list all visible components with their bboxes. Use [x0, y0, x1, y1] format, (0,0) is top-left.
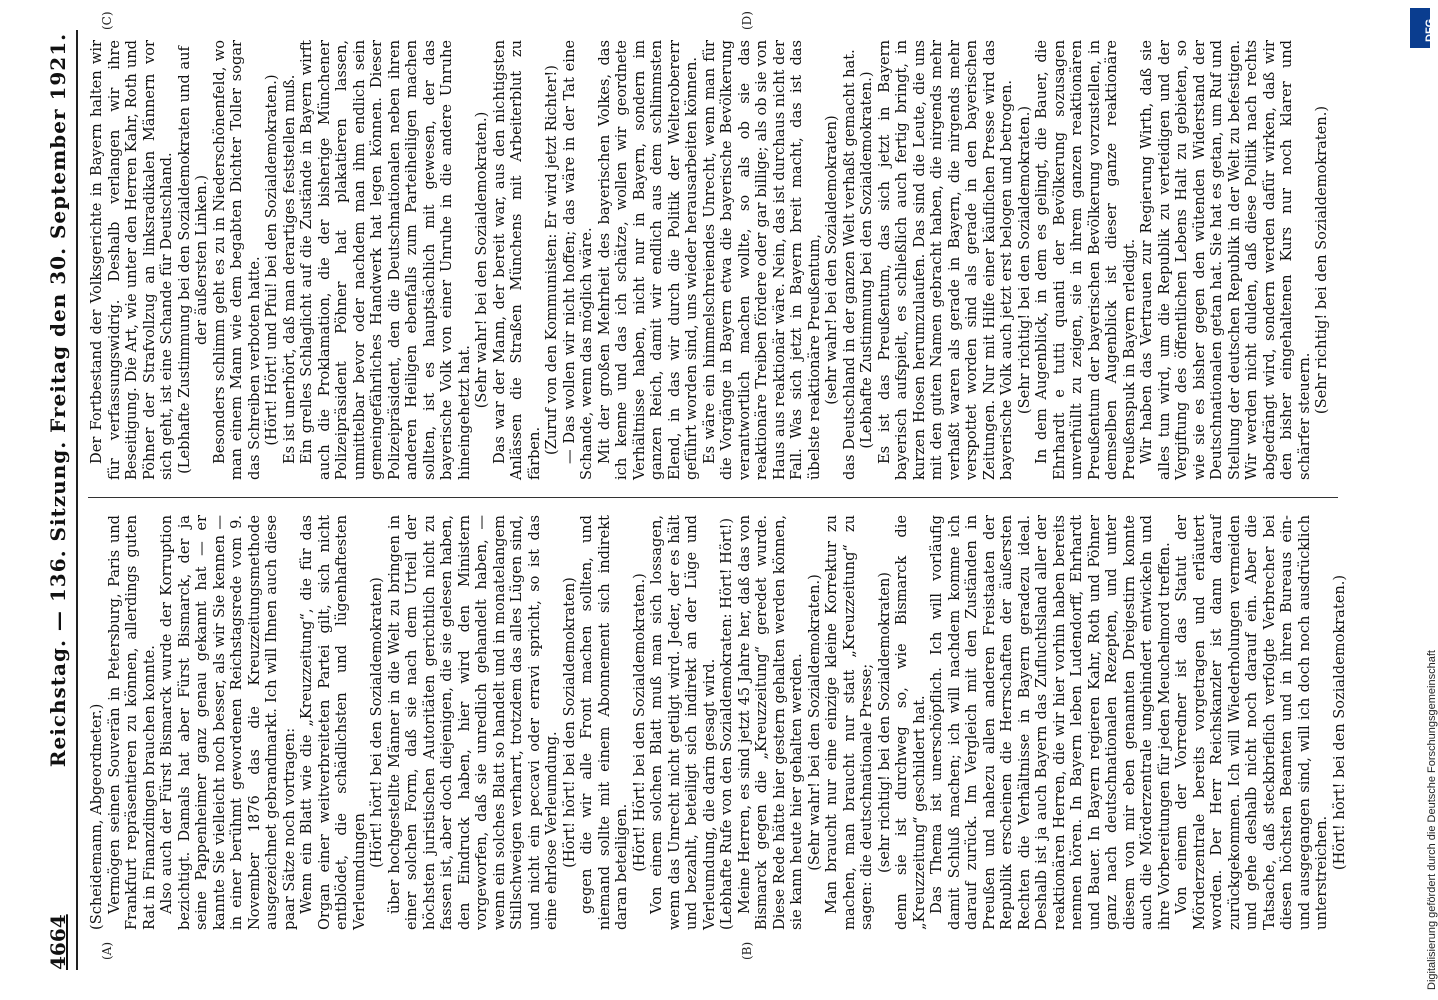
- paragraph: (Scheidemann, Abgeordneter.): [88, 703, 105, 930]
- paragraph: über hochgestellte Männer in die Welt zu bringen in einer solchen Form, daß sie nach dem Urteil der höchsten juristischen Autoritäten gerichtlich nicht zu fassen ist, aber doch diejenigen, die sie gelesen haben, den Eindruck haben, hier wird den Ministern vorgeworfen, daß sie unredlich gehandelt haben, — wenn ein solches Blatt so handelt und in monatelangem Stillschweigen verharrt, trotzdem das alles Lügen sind, und nicht ein peccavi oder erravi spricht, so ist das eine ehrlose Verleumdung.: [385, 515, 560, 930]
- digitization-note: Digitalisierung gefördert durch die Deutsche Forschungsgemeinschaft: [1426, 650, 1438, 990]
- paragraph: Man braucht nur eine einzige kleine Korrektur zu machen, man braucht nur statt „Kreuzzeitung“ zu sagen: die deutschnationale Presse;: [823, 515, 875, 930]
- page-number: 4664: [46, 914, 70, 970]
- paragraph: Vermögen seinen Souverän in Petersburg, Paris und Frankfurt repräsentieren zu können, allerdings guten Rat in Finanzdingen brauchen konnte.: [105, 515, 158, 930]
- right-text-column: [88, 40, 1338, 480]
- paragraph: Wenn ein Blatt wie die „Kreuzzeitung“, die für das Organ einer weitverbreiteten Partei gilt, sich nicht entblödet, die schädlichsten und lügenhaftesten Verleumdungen: [298, 515, 368, 930]
- margin-mark-c: (C): [100, 11, 114, 30]
- paragraph: Das war der Mann, der bereit war, aus den nichtigsten Anlässen die Straßen Münchens mit Arbeiterblut zu färben.: [490, 40, 543, 480]
- interjection: (Zuruf von den Kommunisten: Er wird jetzt Richter!): [543, 65, 560, 455]
- interjection: (sehr wahr! bei den Sozialdemokraten): [823, 115, 840, 405]
- interjection: (Sehr richtig! bei den Sozialdemokraten.): [1015, 105, 1033, 415]
- paragraph: Meine Herren, es sind jetzt 45 Jahre her, daß das von Bismarck gegen die „Kreuzzeitung“ geredet wurde. Diese Rede hätte hier gestern gehalten werden können, sie kann heute hier gehalten werden.: [735, 515, 805, 930]
- interjection: (Sehr wahr! bei den Sozialdemokraten.): [473, 111, 490, 409]
- interjection: (Lebhafte Zustimmung bei den Sozialdemokraten und auf der äußersten Linken.): [175, 46, 210, 474]
- paragraph: das Deutschland in der ganzen Welt verhaßt gemacht hat.: [840, 49, 858, 480]
- interjection: (Lebhafte Zustimmung bei den Sozialdemokraten.): [858, 71, 875, 449]
- paragraph: Besonders schlimm geht es zu in Niederschönenfeld, wo man einem Mann wie dem begabten Dichter Toller sogar das Schreiben verboten hatte.: [210, 40, 263, 480]
- paragraph: Das Thema ist unerschöpflich. Ich will vorläufig damit Schluß machen; ich will nachdem komme ich darauf zurück. Im Vergleich mit den Zuständen in Preußen und nahezu allen anderen Freistaaten der Republik erscheinen die Herrschaften der äußersten Rechten die Verhältnisse in Bayern geradezu ideal. Deshalb ist ja auch Bayern das Zufluchtsland aller der reaktionären Herren, die wir hier vorhin haben bereits nennen hören. In Bayern leben Ludendorff, Ehrhardt und Bauer. In Bayern regieren Kahr, Roth und Pöhner ganz nach deutschnationalen Rezepten, und unter diesem von mir eben genannten Dreigestirn konnte auch die Mörderzentrale ungehindert entwickeln und ihre Vorbereitungen für jeden Meuchelmord treffen.: [928, 515, 1173, 930]
- dfg-logo: [1410, 8, 1436, 48]
- paragraph: Es wäre ein himmelschreiendes Unrecht, wenn man für die Vorgänge in Bayern etwa die bayerische Bevölkerung verantwortlich machen wollte, so als ob sie das reaktionäre Treiben fördere oder gar billige; als ob sie von Haus aus reaktionär wäre. Nein, das ist durchaus nicht der Fall. Was sich jetzt in Bayern breit macht, das ist das übelste reaktionäre Preußentum,: [700, 40, 823, 480]
- margin-mark-d: (D): [740, 11, 754, 30]
- interjection: (Hört! hört! bei den Sozialdemokraten): [368, 577, 385, 868]
- paragraph: Mit der großen Mehrheit des bayerischen Volkes, das ich kenne und das ich schätze, wollen wir geordnete Verhältnisse haben, nicht nur in Bayern, sondern im ganzen Reich, damit wir endlich aus dem schlimmsten Elend, in das wir durch die Politik der Welterobererr geführt worden sind, uns wieder herausarbeiten können.: [595, 40, 700, 480]
- dfg-logo-text: DFG: [1424, 18, 1436, 42]
- interjection: (sehr richtig! bei den Sozialdemokraten): [875, 572, 893, 873]
- paragraph: In dem Augenblick, in dem es gelingt, die Bauer, die Ehrhardt e tutti quanti der Bevölkerung sozusagen unverhüllt zu zeigen, sie in ihrem ganzen reaktionären Preußentum der bayerischen Bevölkerung vorzustellen, in demselben Augenblick ist dieser ganze reaktionäre Preußenspuk in Bayern erledigt.: [1033, 40, 1138, 480]
- paragraph: Von einem der Vorredner ist das Statut der Mörderzentrale bereits vorgetragen und erläutert worden. Der Herr Reichskanzler ist dann darauf zurückgekommen. Ich will Wiederholungen vermeiden und gehe deshalb nicht noch darauf ein. Aber die Tatsache, daß steckbrieflich verfolgte Verbrecher bei diesen höchsten Beamten und in ihren Bureaus ein- und ausgegangen sind, will ich doch noch ausdrücklich unterstreichen.: [1173, 515, 1330, 930]
- column-divider: [88, 497, 1338, 498]
- interjection: (Hört! hört! bei den Sozialdemokraten): [560, 577, 578, 868]
- paragraph: denn sie ist durchweg so, wie Bismarck die „Kreuzzeitung“ geschildert hat.: [893, 515, 928, 930]
- interjection: (Hört! Hört! und Pfui! bei den Sozialdemokraten.): [263, 74, 280, 446]
- paragraph: Es ist unerhört, daß man derartiges feststellen muß.: [280, 74, 298, 464]
- paragraph: Ein grelles Schlaglicht auf die Zustände in Bayern wirft auch die Proklamation, die der bisherige Münchener Polizeipräsident Pöhner hat plakatieren lassen, unmittelbar bevor oder nachdem man ihm endlich sein gemeingefährliches Handwerk hat legen können. Dieser Polizeipräsident, den die Deutschnationalen neben ihren anderen Heiligen ebenfalls zum Parteiheiligen machen sollten, ist es hauptsächlich mit gewesen, der das bayerische Volk von einer Unruhe in die andere Unruhe hineingehetzt hat.: [298, 40, 473, 480]
- paragraph: gegen die wir alle Front machen sollten, und niemand sollte mit einem Abonnement sich indirekt daran beteiligen.: [578, 515, 630, 930]
- paragraph: Also auch der Fürst Bismarck wurde der Korruption bezichtigt. Damals hat aber Fürst Bismarck, der ja seine Pappenheimer ganz genau gekannt hat — er kannte Sie vielleicht noch besser, als wir Sie kennen — in einer berühmt gewordenen Reichstagsrede vom 9. November 1876 das die Kreuzzeitungsmethode ausgezeichnet gebrandmarkt. Ich will Ihnen auch diese paar Sätze noch vortragen:: [158, 515, 298, 930]
- digitization-margin: [1406, 0, 1438, 1000]
- interjection: (Sehr richtig! bei den Sozialdemokraten.): [1313, 105, 1330, 415]
- paragraph: (Lebhafte Rufe von den Sozialdemokraten: Hört! Hört!): [718, 517, 735, 930]
- paragraph: Es ist das Preußentum, das sich jetzt in Bayern bayerisch aufspielt, es schließlich auch fertig bringt, in kurzen Hosen herumzulaufen. Das sind die Leute, die uns mit den guten Namen gebracht haben, die nirgends mehr verhaßt waren als gerade in Bayern, die nirgends mehr verspottet worden sind als gerade in den bayerischen Zeitungen. Nur mit Hilfe einer käuflichen Presse wird das bayerische Volk auch jetzt erst belogen und betrogen.: [875, 40, 1015, 480]
- interjection: (Hört! hört! bei den Sozialdemokraten.): [1330, 574, 1348, 871]
- interjection: (Hört! Hört! bei den Sozialdemokraten.): [630, 573, 648, 872]
- left-text-column: [88, 515, 1348, 930]
- paragraph: Wir haben das Vertrauen zur Regierung Wirth, daß sie alles tun wird, um die Republik zu verteidigen und der Vergiftung des öffentlichen Lebens Halt zu gebieten, so wie sie es bisher gegen den wütenden Widerstand der Deutschnationalen getan hat. Sie hat es getan, um Ruf und Stellung der deutschen Republik in der Welt zu befestigen. Wir werden nicht dulden, daß diese Politik nach rechts abgedrängt wird, sondern werden dafür wirken, daß wir den bisher eingehaltenen Kurs nur noch klarer und schärfer steuern.: [1138, 40, 1313, 480]
- paragraph: Von einem solchen Blatt muß man sich lossagen, wenn das Unrecht nicht getilgt wird. Jeder, der es hält und bezahlt, beteiligt sich indirekt an der Lüge und Verleumdung, die darin gesagt wird.: [648, 515, 718, 930]
- running-title: Reichstag. — 136. Sitzung. Freitag den 30. September 1921.: [46, 32, 70, 768]
- paragraph: — Das wollen wir nicht hoffen; das wäre in der Tat eine Schande, wenn das möglich wäre.: [560, 40, 595, 480]
- paragraph: Der Fortbestand der Volksgerichte in Bayern halten wir für verfassungswidrig. Deshalb verlangen wir ihre Beseitigung. Die Art, wie unter den Herren Kahr, Roth und Pöhner der Strafvollzug an linksradikalen Männern vor sich geht, ist eine Schande für Deutschland.: [88, 40, 175, 480]
- interjection: (Sehr wahr! bei den Sozialdemokraten.): [805, 574, 823, 871]
- margin-mark-b: (B): [740, 941, 754, 960]
- page-header: [40, 30, 78, 970]
- margin-mark-a: (A): [100, 941, 114, 960]
